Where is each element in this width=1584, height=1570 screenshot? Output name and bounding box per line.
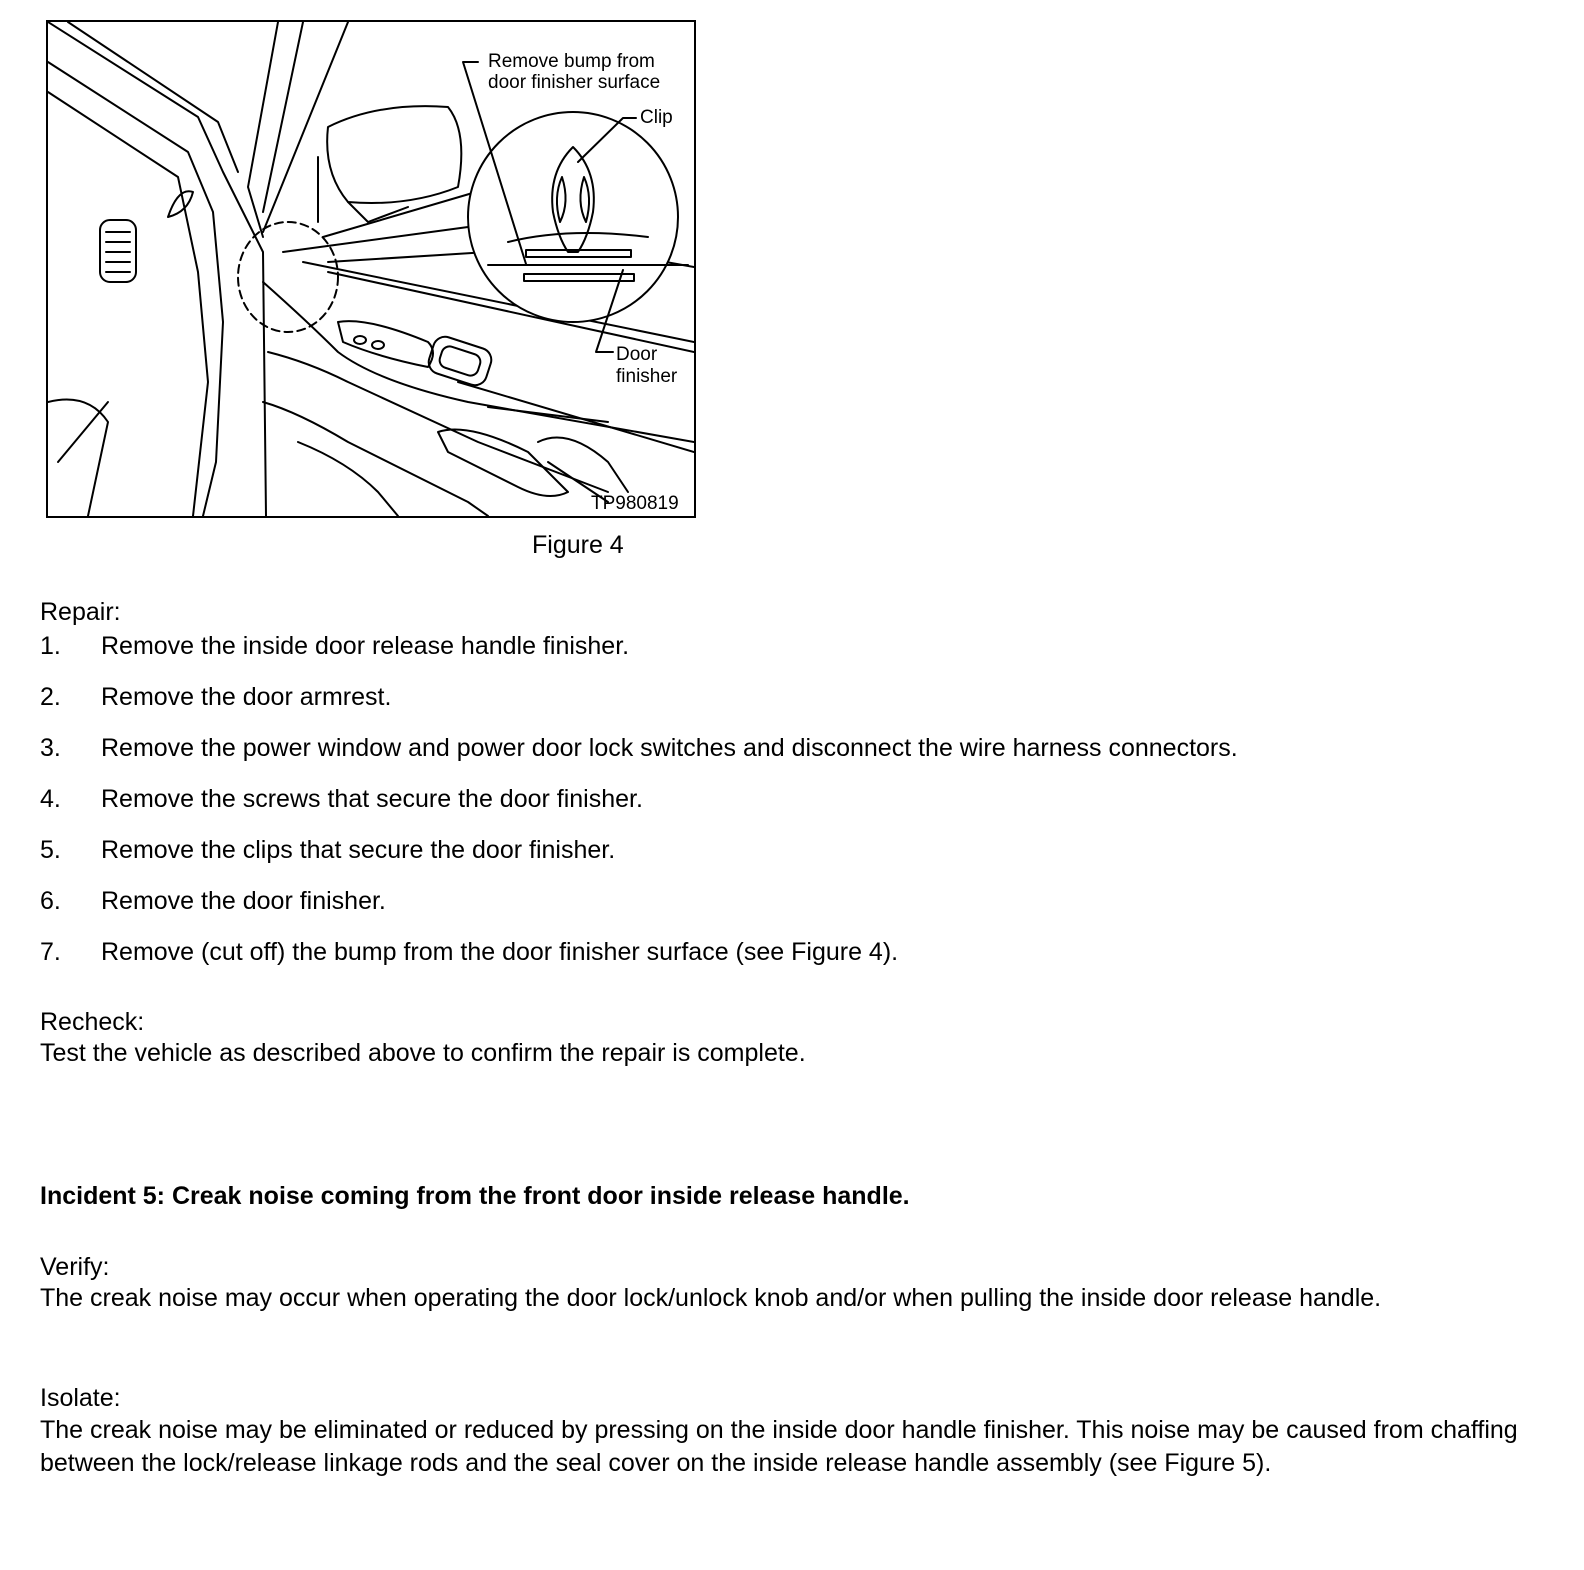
repair-step xyxy=(40,938,898,967)
lock-switch-icon xyxy=(354,336,366,344)
figure-caption: Figure 4 xyxy=(532,531,624,559)
door-callout-line1: Door xyxy=(616,344,658,365)
step-text: Remove the clips that secure the door finisher. xyxy=(101,836,616,864)
step-text: Remove the door finisher. xyxy=(101,887,386,915)
step-text: Remove the door armrest. xyxy=(101,683,392,711)
step-number: 1. xyxy=(40,632,61,660)
detail-area-dashed-circle xyxy=(238,222,338,332)
repair-heading: Repair: xyxy=(40,598,121,626)
figure-code: TP980819 xyxy=(591,493,679,514)
recheck-heading: Recheck: xyxy=(40,1008,145,1036)
door-pocket-line xyxy=(298,442,398,516)
magnify-leader-line xyxy=(328,252,488,262)
magnified-detail-circle xyxy=(468,112,678,322)
inside-door-handle-inner xyxy=(438,344,483,377)
a-pillar-outer-line xyxy=(48,22,266,516)
inside-door-handle-icon xyxy=(426,334,495,389)
isolate-heading: Isolate: xyxy=(40,1384,121,1412)
step-text: Remove the power window and power door lock switches and disconnect the wire harness connectors. xyxy=(101,734,1238,762)
step-text: Remove the inside door release handle finisher. xyxy=(101,632,630,660)
repair-step xyxy=(40,887,386,916)
windshield-edge-line-3 xyxy=(263,22,348,232)
step-number: 4. xyxy=(40,785,61,813)
step-text: Remove the screws that secure the door finisher. xyxy=(101,785,643,813)
side-mirror-icon xyxy=(327,106,461,203)
dash-knob-icon xyxy=(168,191,193,217)
step-text: Remove (cut off) the bump from the door finisher surface (see Figure 4). xyxy=(101,938,899,966)
dash-lower-curve xyxy=(48,400,108,517)
recheck-text: Test the vehicle as described above to confirm the repair is complete. xyxy=(40,1039,806,1067)
armrest-lower-line xyxy=(263,402,488,516)
step-number: 3. xyxy=(40,734,61,762)
lock-switch-icon xyxy=(372,341,384,349)
repair-step xyxy=(40,785,643,814)
verify-heading: Verify: xyxy=(40,1253,110,1281)
figure-4-illustration xyxy=(46,20,696,518)
step-number: 2. xyxy=(40,683,61,711)
dash-side-line xyxy=(48,62,223,516)
dash-side-line-2 xyxy=(48,92,208,516)
isolate-text: The creak noise may be eliminated or reduced by pressing on the inside door handle finisher. This noise may be caused from chaffing between the lock/release linkage rods and the seal cover on the inside release handle assembly (see Figure 5). xyxy=(40,1416,1518,1477)
repair-step xyxy=(40,734,1238,763)
step-number: 5. xyxy=(40,836,61,864)
bump-callout-line1: Remove bump from xyxy=(488,51,655,72)
door-callout-line2: finisher xyxy=(616,366,678,387)
switch-panel-icon xyxy=(338,321,433,367)
verify-text: The creak noise may occur when operating the door lock/unlock knob and/or when pulling the inside door release handle. xyxy=(40,1284,1382,1312)
door-finisher-diagram xyxy=(48,22,694,516)
mirror-base-line xyxy=(348,202,408,222)
repair-step xyxy=(40,836,615,865)
incident-5-title: Incident 5: Creak noise coming from the front door inside release handle. xyxy=(40,1182,910,1210)
clip-callout-label: Clip xyxy=(640,107,673,128)
repair-step xyxy=(40,632,629,661)
step-number: 7. xyxy=(40,938,61,966)
bump-callout-line2: door finisher surface xyxy=(488,72,661,93)
repair-step xyxy=(40,683,391,712)
step-number: 6. xyxy=(40,887,61,915)
